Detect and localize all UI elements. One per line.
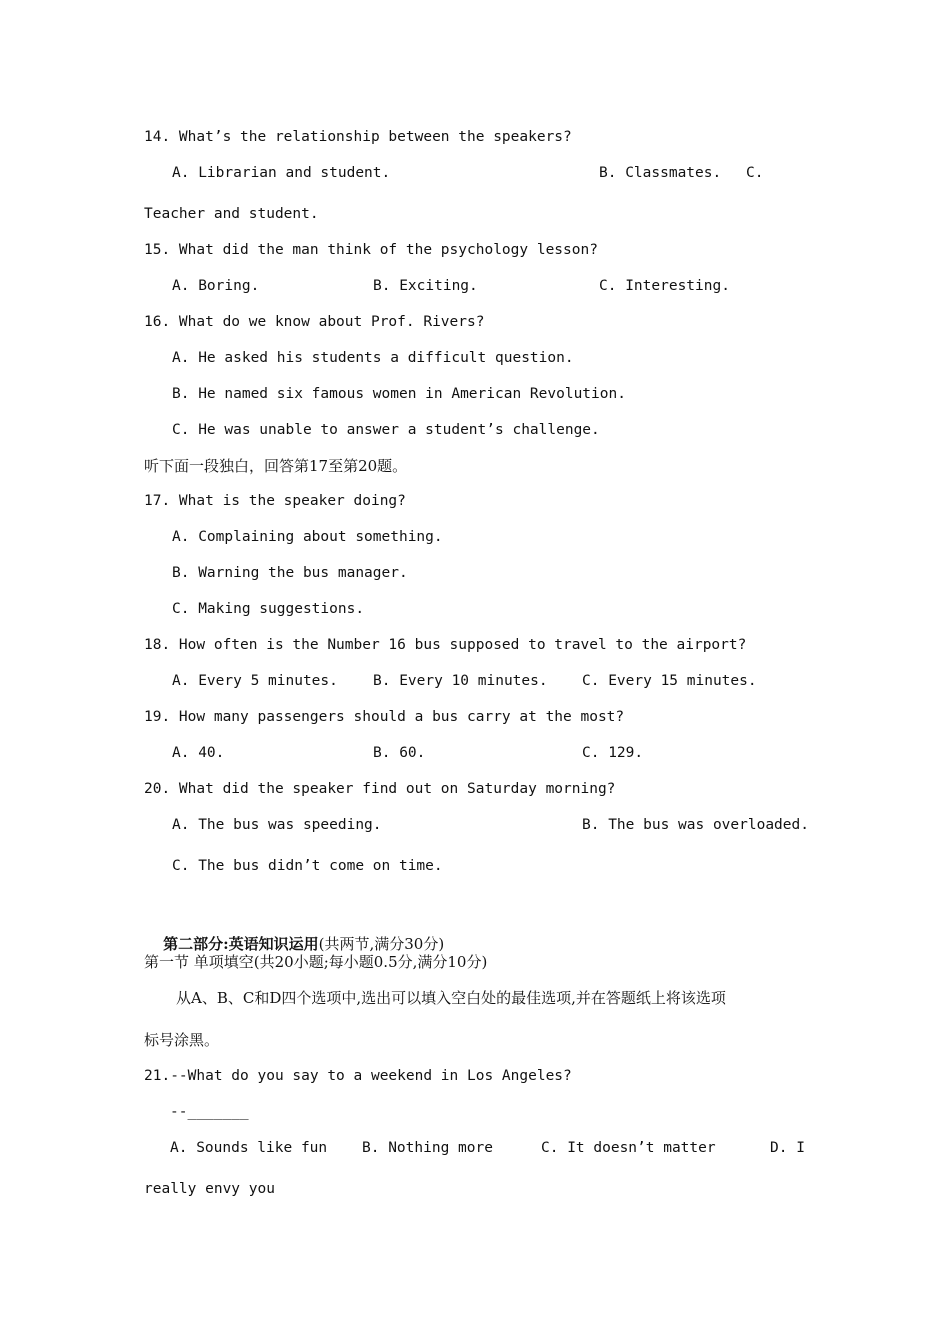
- q21-option-d-text: really envy you: [144, 1181, 275, 1197]
- section-one-heading: 第一节 单项填空(共20小题;每小题0.5分,满分10分): [144, 953, 488, 971]
- q19-option-b: B. 60.: [373, 745, 426, 761]
- q21-option-a: A. Sounds like fun: [170, 1140, 328, 1156]
- question-20: 20. What did the speaker find out on Saturday morning?: [144, 781, 616, 797]
- q21-option-b: B. Nothing more: [362, 1140, 493, 1156]
- q21-option-c: C. It doesn’t matter: [541, 1140, 716, 1156]
- q20-option-a: A. The bus was speeding.: [172, 817, 382, 833]
- part-two-title: 第二部分:英语知识运用: [163, 935, 319, 953]
- q15-option-b: B. Exciting.: [373, 278, 478, 294]
- q15-option-c: C. Interesting.: [599, 278, 730, 294]
- q19-option-c: C. 129.: [582, 745, 644, 761]
- q21-option-d-label: D. I: [770, 1140, 805, 1156]
- q15-option-a: A. Boring.: [172, 278, 260, 294]
- instruction-line-2: 标号涂黑。: [144, 1031, 220, 1049]
- q18-option-a: A. Every 5 minutes.: [172, 673, 338, 689]
- q20-option-b: B. The bus was overloaded.: [582, 817, 809, 833]
- q16-option-c: C. He was unable to answer a student’s challenge.: [172, 422, 600, 438]
- section-intro: 听下面一段独白，回答第17至第20题。: [144, 457, 408, 475]
- question-15: 15. What did the man think of the psychology lesson?: [144, 242, 598, 258]
- q19-option-a: A. 40.: [172, 745, 225, 761]
- q18-option-c: C. Every 15 minutes.: [582, 673, 757, 689]
- q21-answer-blank: --_______: [170, 1104, 249, 1120]
- q17-option-a: A. Complaining about something.: [172, 529, 443, 545]
- question-18: 18. How often is the Number 16 bus supposed to travel to the airport?: [144, 637, 747, 653]
- question-19: 19. How many passengers should a bus carry at the most?: [144, 709, 625, 725]
- question-16: 16. What do we know about Prof. Rivers?: [144, 314, 485, 330]
- q14-option-b: B. Classmates.: [599, 165, 722, 181]
- q14-option-c-text: Teacher and student.: [144, 206, 319, 222]
- q20-option-c: C. The bus didn’t come on time.: [172, 858, 443, 874]
- q18-option-b: B. Every 10 minutes.: [373, 673, 548, 689]
- q16-option-a: A. He asked his students a difficult question.: [172, 350, 574, 366]
- question-14: 14. What’s the relationship between the speakers?: [144, 129, 572, 145]
- q17-option-c: C. Making suggestions.: [172, 601, 365, 617]
- q16-option-b: B. He named six famous women in American Revolution.: [172, 386, 626, 402]
- q17-option-b: B. Warning the bus manager.: [172, 565, 408, 581]
- q14-option-a: A. Librarian and student.: [172, 165, 391, 181]
- part-two-score: (共两节,满分30分): [318, 935, 445, 953]
- q14-option-c-label: C.: [746, 165, 764, 181]
- question-17: 17. What is the speaker doing?: [144, 493, 406, 509]
- question-21: 21.--What do you say to a weekend in Los Angeles?: [144, 1068, 572, 1084]
- instruction-line-1: 从A、B、C和D四个选项中,选出可以填入空白处的最佳选项,并在答题纸上将该选项: [176, 989, 726, 1007]
